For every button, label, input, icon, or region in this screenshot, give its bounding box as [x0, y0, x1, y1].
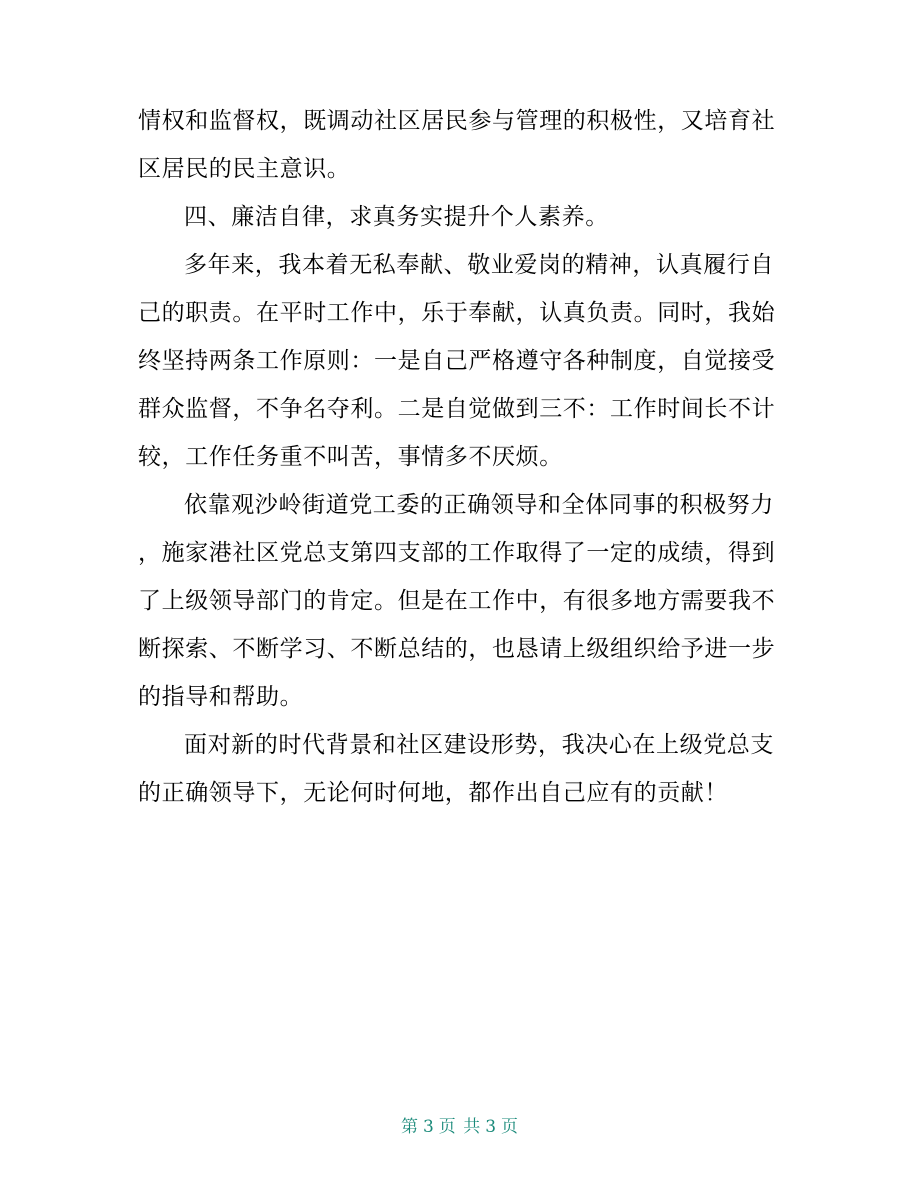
text-line: 终坚持两条工作原则：一是自己严格遵守各种制度，自觉接受 — [138, 348, 776, 374]
text-line: 的指导和帮助。 — [138, 684, 304, 710]
text-line: 面对新的时代背景和社区建设形势，我决心在上级党总支 — [184, 732, 774, 758]
footer-middle: 页 共 — [438, 1117, 482, 1137]
text-line: 依靠观沙岭街道党工委的正确领导和全体同事的积极努力 — [184, 492, 774, 518]
page-number-footer — [0, 1112, 920, 1137]
text-line: ，施家港社区党总支第四支部的工作取得了一定的成绩，得到 — [138, 540, 776, 566]
footer-current-page: 3 — [422, 1117, 435, 1137]
section-heading: 四、廉洁自律，求真务实提升个人素养。 — [184, 204, 609, 230]
text-line: 多年来，我本着无私奉献、敬业爱岗的精神，认真履行自 — [184, 252, 774, 278]
text-line: 情权和监督权，既调动社区居民参与管理的积极性，又培育社 — [138, 108, 776, 134]
document-body — [138, 97, 782, 817]
text-line: 较，工作任务重不叫苦，事情多不厌烦。 — [138, 444, 563, 470]
text-line: 群众监督，不争名夺利。二是自觉做到三不：工作时间长不计 — [138, 396, 776, 422]
text-line: 断探索、不断学习、不断总结的，也恳请上级组织给予进一步 — [138, 636, 776, 662]
footer-suffix: 页 — [501, 1117, 520, 1137]
footer-total-pages: 3 — [485, 1117, 498, 1137]
text-line: 的正确领导下，无论何时何地，都作出自己应有的贡献！ — [138, 780, 728, 806]
text-line: 区居民的民主意识。 — [138, 156, 351, 182]
text-line: 了上级领导部门的肯定。但是在工作中，有很多地方需要我不 — [138, 588, 776, 614]
footer-prefix: 第 — [400, 1117, 419, 1137]
text-line: 己的职责。在平时工作中，乐于奉献，认真负责。同时，我始 — [138, 300, 776, 326]
